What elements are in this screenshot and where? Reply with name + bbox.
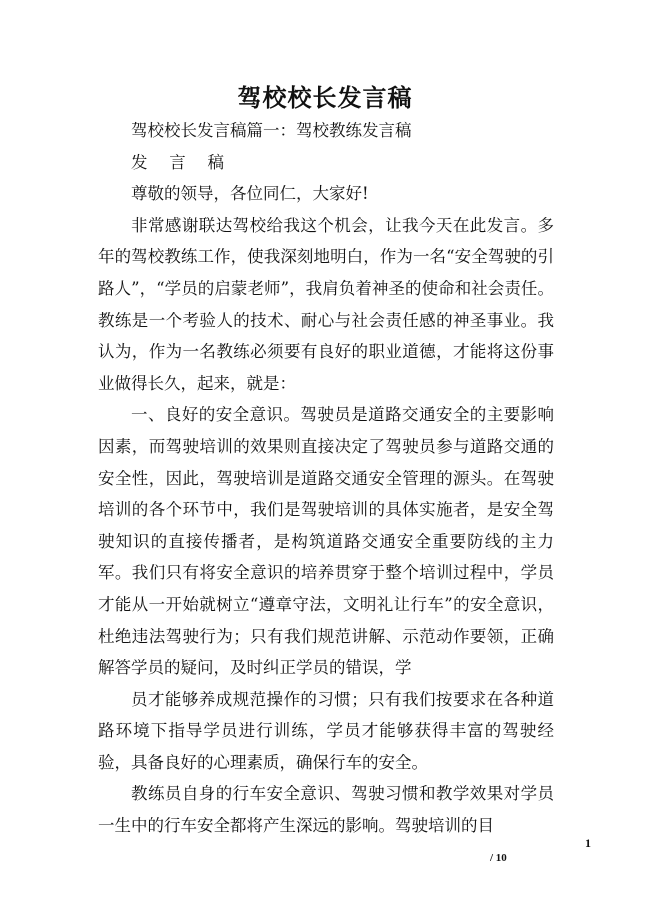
body-paragraph: 员才能够养成规范操作的习惯；只有我们按要求在各种道路环境下指导学员进行训练，学员才能够获得丰富的驾驶经验，具备良好的心理素质，确保行车的安全。 bbox=[98, 689, 554, 772]
page-total: / 10 bbox=[490, 852, 507, 864]
body-paragraph: 一、良好的安全意识。驾驶员是道路交通安全的主要影响因素，而驾驶培训的效果则直接决定了驾驶员参与道路交通的安全性，因此，驾驶培训是道路交通安全管理的源头。在驾驶培训的各个环节中，我们是驾驶培训的具体实施者，是安全驾驶知识的直接传播者，是构筑道路交通安全重要防线的主力军。我们只有将安全意识的培养贯穿于整个培训过程中，学员才能从一开始就树立“遵章守法，文明礼让行车”的安全意识，杜绝违法驾驶行为；只有我们规范讲解、示范动作要领，正确解答学员的疑问，及时纠正学员的错误，学 bbox=[98, 405, 554, 678]
body-paragraph: 非常感谢联达驾校给我这个机会，让我今天在此发言。多年的驾校教练工作，使我深刻地明白，作为一名“安全驾驶的引路人”，“学员的启蒙老师”，我肩负着神圣的使命和社会责任。教练是一个考验人的技术、耐心与社会责任感的神圣事业。我认为，作为一名教练必须要有良好的职业道德，才能将这份事业做得长久，起来，就是： bbox=[98, 215, 554, 393]
speech-heading: 发 言 稿 bbox=[131, 152, 233, 172]
page-number: 1 bbox=[585, 836, 591, 850]
body-paragraph: 教练员自身的行车安全意识、驾驶习惯和教学效果对学员一生中的行车安全都将产生深远的影响。驾驶培训的目 bbox=[98, 784, 554, 836]
document-body bbox=[98, 115, 554, 842]
greeting-paragraph: 尊敬的领导，各位同仁，大家好! bbox=[131, 184, 369, 204]
section-heading: 驾校校长发言稿篇一：驾校教练发言稿 bbox=[131, 121, 412, 140]
document-title: 驾校校长发言稿 bbox=[237, 84, 413, 112]
